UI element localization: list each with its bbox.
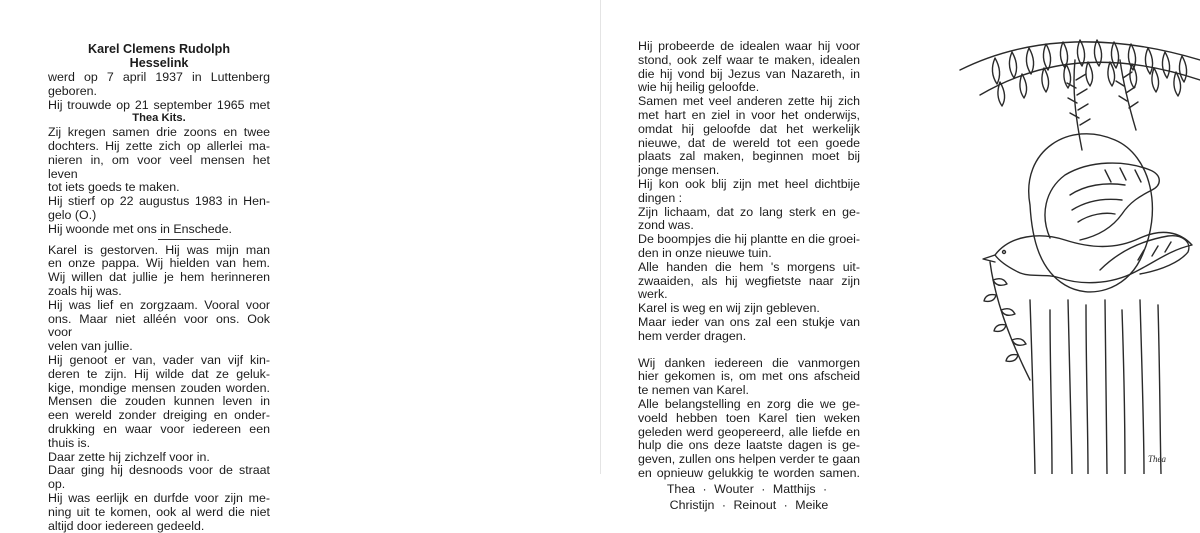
separator-dot: · (780, 498, 792, 512)
text-line: die hij vond bij Jezus van Nazareth, in (638, 68, 860, 82)
dove-body (995, 232, 1192, 282)
text-line: drukking en waar voor iedereen een (48, 423, 270, 437)
text-line: den in onze nieuwe tuin. (638, 247, 860, 261)
text-line: Samen met veel anderen zette hij zich (638, 95, 860, 109)
signature-name: Thea (667, 482, 695, 496)
dove-wing-upper (1045, 163, 1159, 240)
text-line: Alle belangstelling en zorg die we ge- (638, 398, 860, 412)
text-line: Mensen die zouden kunnen leven in (48, 395, 270, 409)
text-line: jonge mensen. (638, 164, 860, 178)
dove-eye (1003, 251, 1006, 254)
text-line: thuis is. (48, 437, 270, 451)
text-line: hier gekomen is, om met ons afscheid (638, 370, 860, 384)
signature-name: Matthijs (773, 482, 816, 496)
text-line: Maar ieder van ons zal een stukje van (638, 316, 860, 330)
text-line: tot iets goeds te maken. (48, 181, 270, 195)
text-line: zond was. (638, 219, 860, 233)
text-line: nieren in, om voor veel mensen het leven (48, 154, 270, 182)
dove-wing-lower (1100, 236, 1189, 274)
text-line: met hart en ziel in voor het onderwijs, (638, 109, 860, 123)
text-line: geboren. (48, 85, 270, 99)
text-line: zoals hij was. (48, 285, 270, 299)
left-panel (0, 0, 300, 474)
text-line: Hij was eerlijk en durfde voor zijn me- (48, 492, 270, 506)
divider-rule (158, 239, 220, 240)
name-line-2: Hesselink (48, 56, 270, 70)
text-line: en onze pappa. Wij hielden van hem. (48, 257, 270, 271)
middle-panel (300, 0, 600, 474)
text-line: Zij kregen samen drie zoons en twee (48, 126, 270, 140)
text-line: Hij genoot er van, vader van vijf kin- (48, 354, 270, 368)
text-line: Wij willen dat jullie je hem herinneren (48, 271, 270, 285)
text-line: altijd door iedereen gedeeld. (48, 520, 270, 533)
text-line: plaats zal maken, beginnen moet bij (638, 150, 860, 164)
text-line: een wereld zonder dreiging en onder- (48, 409, 270, 423)
text-line: gelo (O.) (48, 209, 270, 223)
wheat-ear-hanging (1074, 60, 1082, 150)
text-line: Daar ging hij desnoods voor de straat (48, 464, 270, 478)
signatures-row-1 (638, 482, 860, 497)
text-line: nieuwe, dat de wereld tot een goede (638, 137, 860, 151)
text-line: zwaaiden, als hij wegfietste naar zijn (638, 275, 860, 289)
text-line: kige, mondige mensen zouden worden. (48, 382, 270, 396)
text-line: velen van jullie. (48, 340, 270, 354)
reeds (1030, 300, 1161, 474)
signature-name: Meike (795, 498, 828, 512)
text-line: werk. (638, 288, 860, 302)
text-line: Hij woonde met ons in Enschede. (48, 223, 270, 237)
text-line: Wij danken iedereen die vanmorgen (638, 357, 860, 371)
separator-dot: · (819, 482, 831, 496)
dove-wheat-illustration (900, 0, 1200, 474)
text-line: Hij trouwde op 21 september 1965 met (48, 99, 270, 113)
text-line: ons. Maar niet alléén voor ons. Ook voor (48, 313, 270, 341)
text-line: Hij kon ook blij zijn met heel dichtbije (638, 178, 860, 192)
text-line: hem verder dragen. (638, 330, 860, 344)
wheat-ear-hanging-2 (1120, 60, 1136, 130)
text-line: Alle handen die hem 's morgens uit- (638, 261, 860, 275)
separator-dot: · (699, 482, 711, 496)
text-line: geven, zullen ons helpen verder te gaan (638, 453, 860, 467)
signature-name: Christijn (670, 498, 715, 512)
text-line: en opnieuw gelukkig te worden samen. (638, 467, 860, 481)
text-line: deren te zijn. Hij wilde dat ze geluk- (48, 368, 270, 382)
text-line: Karel is weg en wij zijn gebleven. (638, 302, 860, 316)
text-line: dochters. Hij zette zich op allerlei ma- (48, 140, 270, 154)
artwork-panel (900, 0, 1200, 474)
spouse-name: Thea Kits. (48, 112, 270, 126)
text-line: voeld hebben toen Karel tien weken (638, 412, 860, 426)
separator-dot: · (757, 482, 769, 496)
dove-beak (983, 255, 995, 262)
left-text-column (48, 42, 270, 533)
text-line: dingen : (638, 192, 860, 206)
text-line: ning uit te komen, ook al werd die niet (48, 506, 270, 520)
text-line: Hij stierf op 22 augustus 1983 in Hen- (48, 195, 270, 209)
separator-dot: · (718, 498, 730, 512)
text-line: stond, ook zelf waar te maken, idealen (638, 54, 860, 68)
text-line: Daar zette hij zichzelf voor in. (48, 451, 270, 465)
text-line: Hij was lief en zorgzaam. Vooral voor (48, 299, 270, 313)
name-line-1: Karel Clemens Rudolph (48, 42, 270, 56)
text-line: omdat hij geloofde dat het werkelijk (638, 123, 860, 137)
text-line: hulp die ons deze laatste dagen is ge- (638, 439, 860, 453)
text-line: wie hij heilig geloofde. (638, 81, 860, 95)
artist-signature: Thea (1148, 454, 1167, 464)
deceased-name (48, 42, 270, 70)
signature-name: Wouter (714, 482, 754, 496)
text-line: werd op 7 april 1937 in Luttenberg (48, 71, 270, 85)
sun-circle (1029, 134, 1153, 292)
text-line: geleden werd geopereerd, alle liefde en (638, 426, 860, 440)
text-line: op. (48, 478, 270, 492)
text-line: Karel is gestorven. Hij was mijn man (48, 244, 270, 258)
text-line: Hij probeerde de idealen waar hij voor (638, 40, 860, 54)
signatures-row-2 (638, 498, 860, 513)
signature-name: Reinout (733, 498, 776, 512)
text-line: te nemen van Karel. (638, 384, 860, 398)
text-line: Zijn lichaam, dat zo lang sterk en ge- (638, 206, 860, 220)
text-line: De boompjes die hij plantte en die groei- (638, 233, 860, 247)
blank-panel (600, 0, 901, 474)
